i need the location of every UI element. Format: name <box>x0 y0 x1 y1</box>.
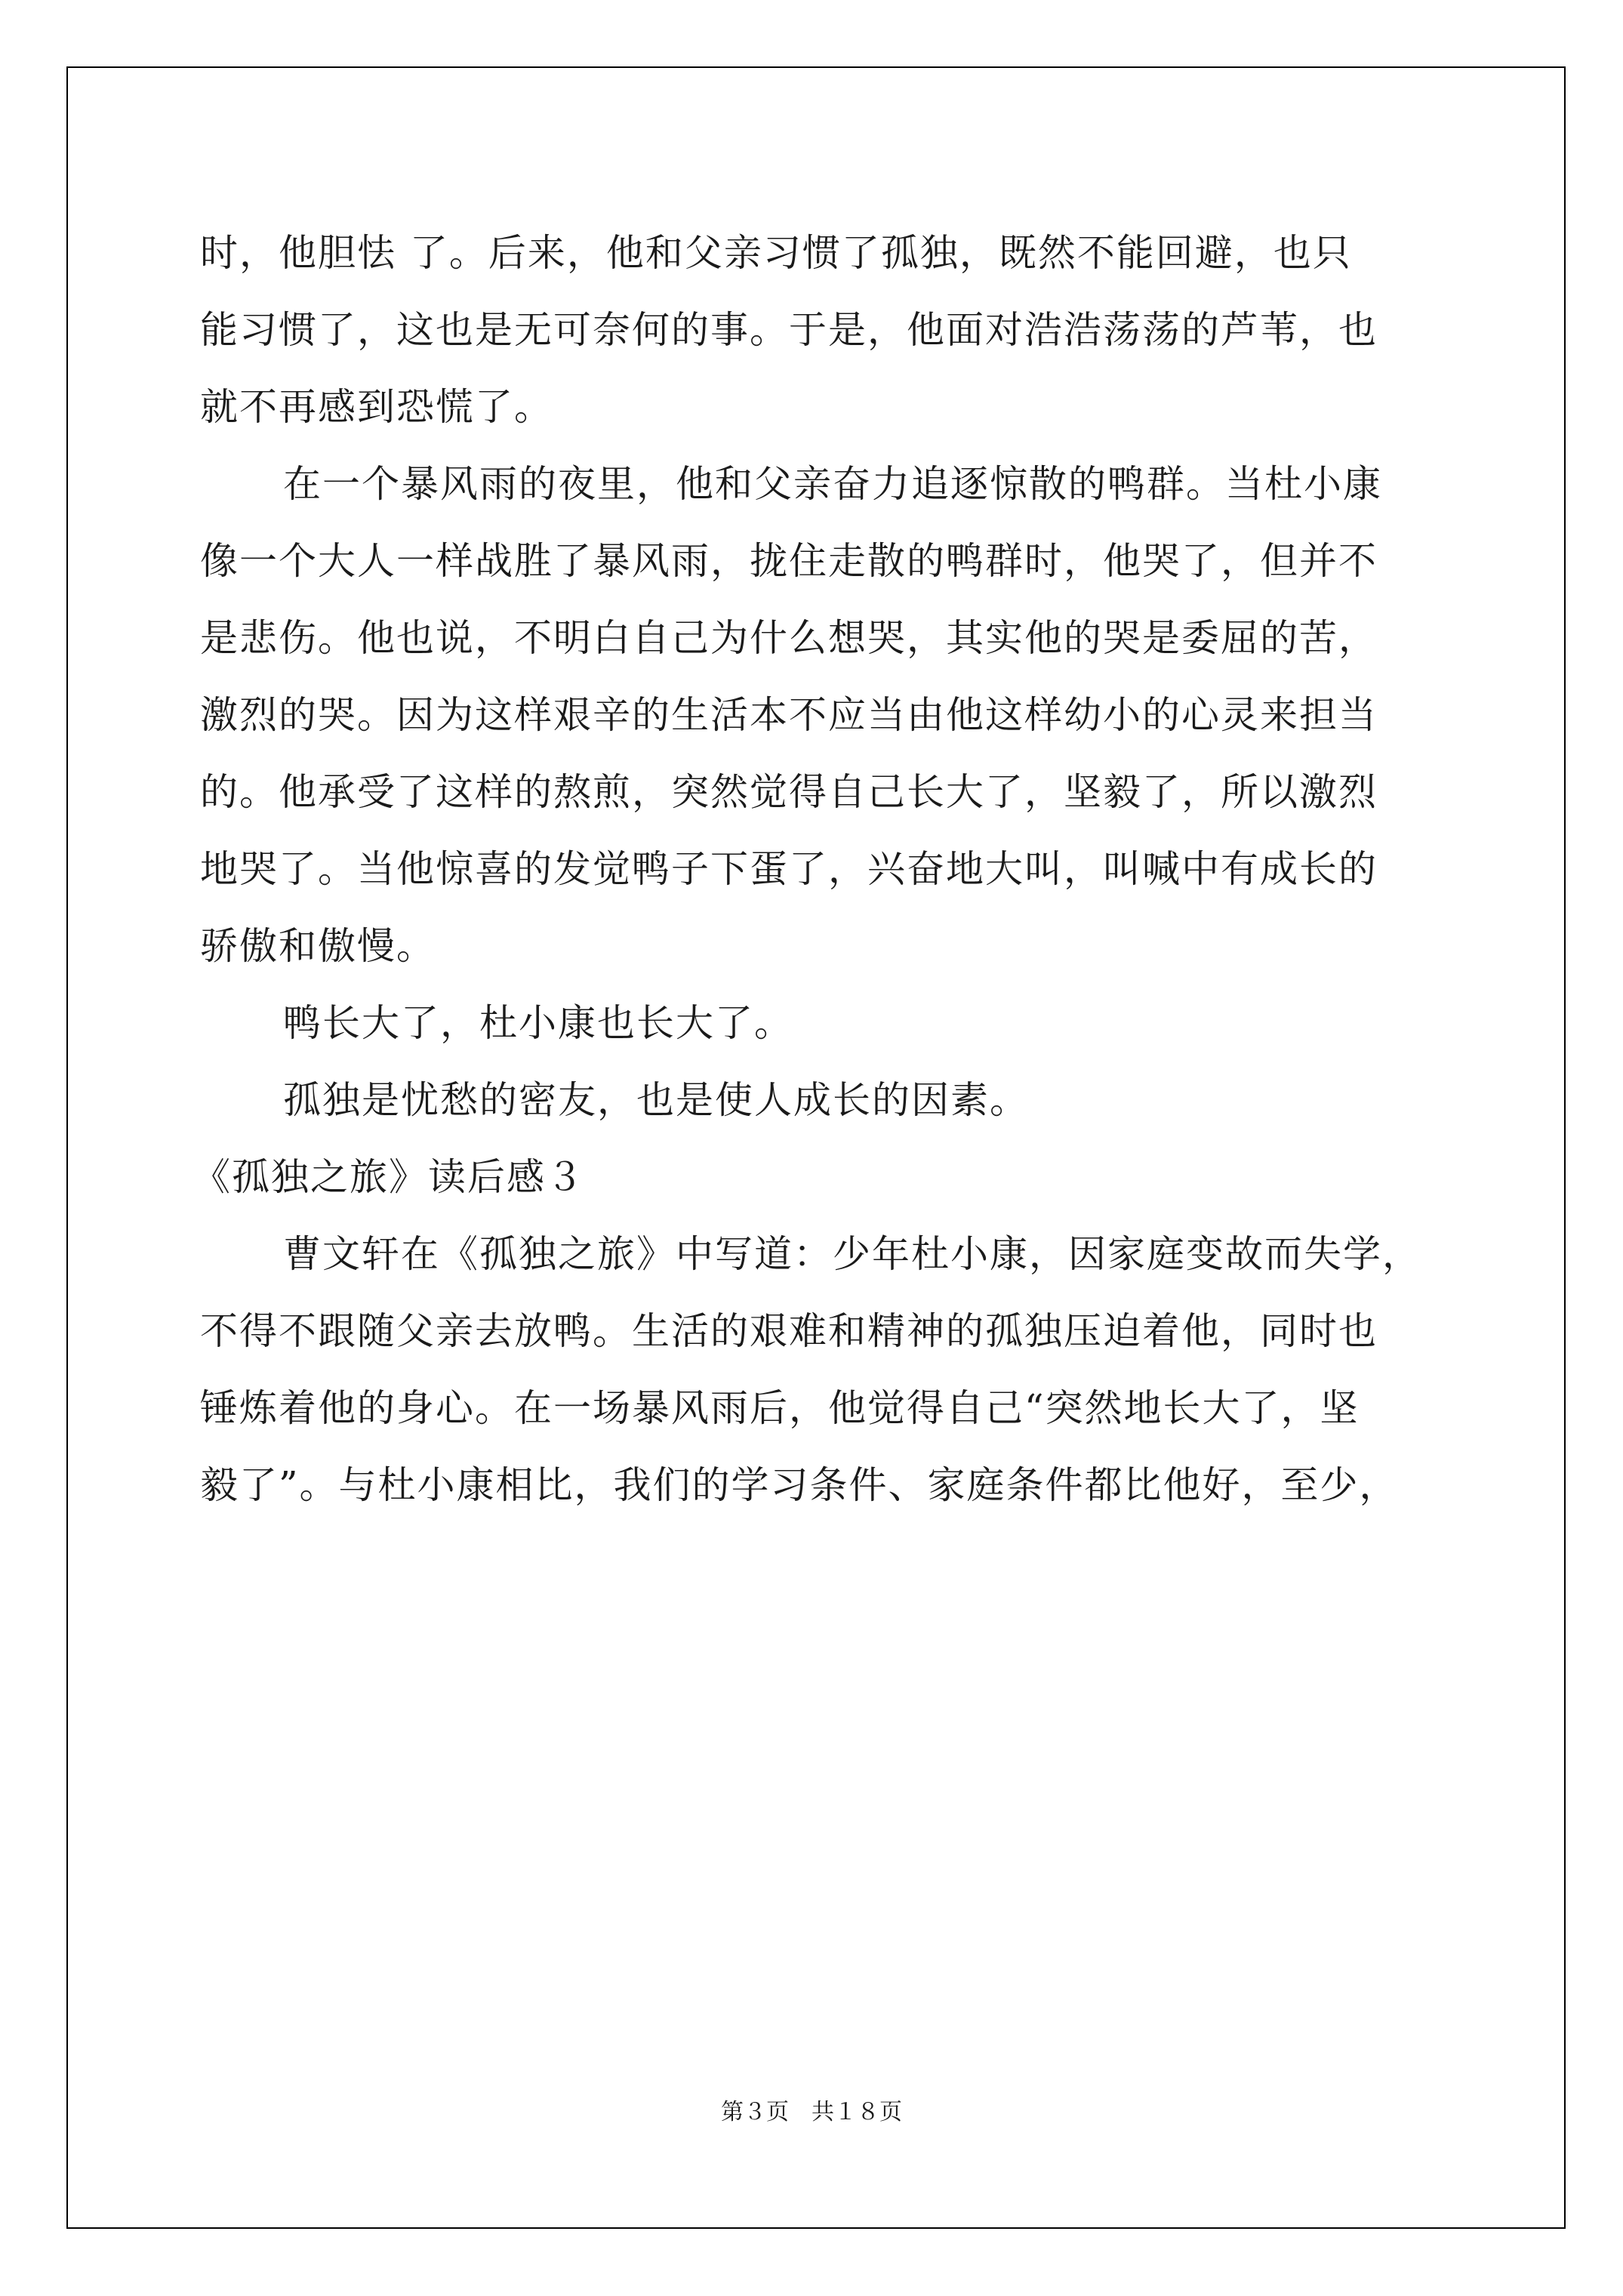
text-line: 毅了”。与杜小康相比，我们的学习条件、家庭条件都比他好，至少， <box>200 1463 1399 1507</box>
text-line: 是悲伤。他也说，不明白自己为什么想哭，其实他的哭是委屈的苦， <box>200 616 1378 660</box>
text-line: 锤炼着他的身心。在一场暴风雨后，他觉得自己“突然地长大了，坚 <box>200 1386 1360 1430</box>
text-line: 不得不跟随父亲去放鸭。生活的艰难和精神的孤独压迫着他，同时也 <box>200 1309 1378 1353</box>
paragraph-start-line: 鸭长大了，杜小康也长大了。 <box>283 1001 793 1045</box>
text-line: 就不再感到恐慌了。 <box>200 385 553 429</box>
section-heading: 《孤独之旅》读后感３ <box>192 1155 585 1199</box>
text-line: 时，他胆怯 了。后来，他和父亲习惯了孤独，既然不能回避，也只 <box>200 231 1352 275</box>
text-line: 激烈的哭。因为这样艰辛的生活本不应当由他这样幼小的心灵来担当 <box>200 693 1378 737</box>
text-line: 骄傲和傲慢。 <box>200 924 436 968</box>
text-line: 像一个大人一样战胜了暴风雨，拢住走散的鸭群时，他哭了，但并不 <box>200 539 1378 583</box>
paragraph-start-line: 孤独是忧愁的密友，也是使人成长的因素。 <box>283 1078 1029 1122</box>
paragraph-start-line: 曹文轩在《孤独之旅》中写道：少年杜小康，因家庭变故而失学， <box>283 1232 1421 1276</box>
text-line: 的。他承受了这样的熬煎，突然觉得自己长大了，坚毅了，所以激烈 <box>200 770 1378 814</box>
page-footer: 第３页 共１８页 <box>721 2099 902 2125</box>
text-line: 地哭了。当他惊喜的发觉鸭子下蛋了，兴奋地大叫，叫喊中有成长的 <box>200 847 1378 891</box>
paragraph-start-line: 在一个暴风雨的夜里，他和父亲奋力追逐惊散的鸭群。当杜小康 <box>283 462 1382 506</box>
text-line: 能习惯了，这也是无可奈何的事。于是，他面对浩浩荡荡的芦苇，也 <box>200 308 1378 352</box>
